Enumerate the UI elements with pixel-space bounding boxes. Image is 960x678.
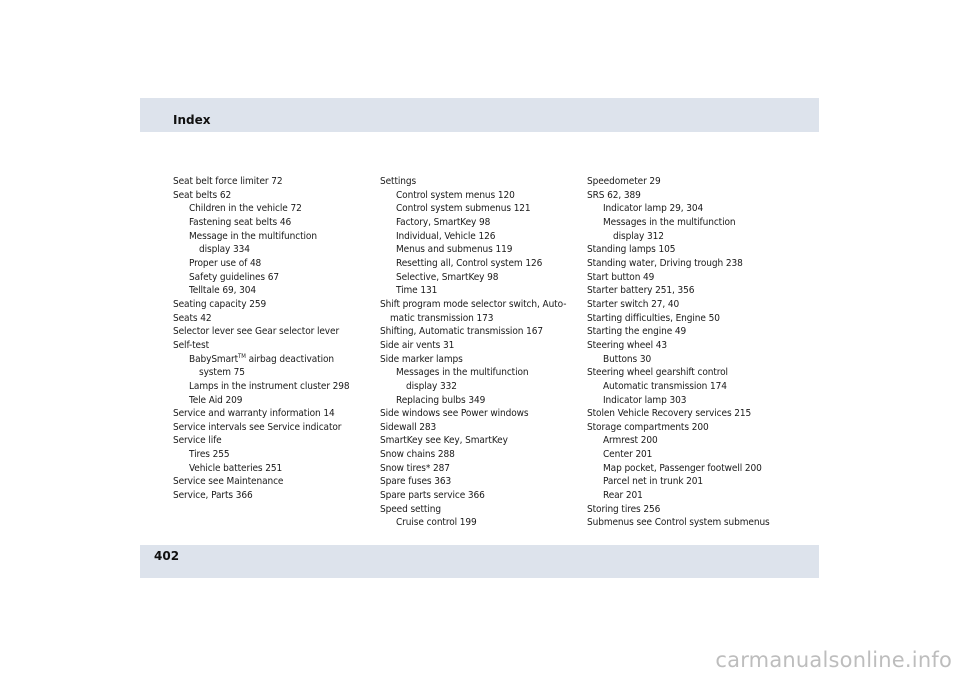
- index-subentry: Tires 255: [189, 449, 230, 461]
- index-subentry: Replacing bulbs 349: [396, 394, 486, 406]
- index-subentry: Children in the vehicle 72: [189, 203, 302, 215]
- index-entry: Service, Parts 366: [173, 490, 253, 502]
- index-subentry: Buttons 30: [603, 353, 652, 365]
- index-entry: SmartKey see Key, SmartKey: [380, 435, 508, 447]
- index-column-2: [380, 175, 585, 530]
- index-subentry: Tele Aid 209: [189, 394, 243, 406]
- index-subentry: Safety guidelines 67: [189, 271, 280, 283]
- index-subentry: Map pocket, Passenger footwell 200: [603, 462, 762, 474]
- index-entry: Service intervals see Service indicator: [173, 421, 342, 433]
- index-column-3: [587, 175, 787, 530]
- index-subentry: Resetting all, Control system 126: [396, 257, 543, 269]
- index-subentry: [173, 230, 378, 257]
- index-entry: Storage compartments 200: [587, 421, 709, 433]
- index-subentry: Time 131: [396, 285, 438, 297]
- babysmart-rest: airbag deactivation: [245, 353, 334, 365]
- index-entry-line: Shift program mode selector switch, Auto-: [380, 298, 567, 310]
- index-subentry: Armrest 200: [603, 435, 658, 447]
- index-entry: Shifting, Automatic transmission 167: [380, 326, 543, 338]
- index-entry: Spare fuses 363: [380, 476, 452, 488]
- index-entry: Seats 42: [173, 312, 212, 324]
- index-subentry: Rear 201: [603, 490, 643, 502]
- index-subentry: Lamps in the instrument cluster 298: [189, 380, 350, 392]
- index-subentry: [380, 366, 585, 393]
- index-subentry: Indicator lamp 303: [603, 394, 687, 406]
- index-subentry-continuation: system 75: [199, 367, 245, 379]
- index-entry: Settings: [380, 176, 417, 187]
- babysmart-text: BabySmart: [189, 353, 239, 365]
- index-subentry-continuation: display 332: [406, 380, 457, 392]
- index-entry: Starting difficulties, Engine 50: [587, 312, 720, 324]
- index-entry: Seat belts 62: [173, 189, 232, 201]
- index-entry: Speedometer 29: [587, 176, 661, 187]
- index-subentry: Fastening seat belts 46: [189, 216, 292, 228]
- watermark: carmanualsonline.info: [715, 648, 952, 672]
- index-entry: Snow chains 288: [380, 449, 455, 461]
- index-entry: Standing lamps 105: [587, 244, 676, 256]
- index-entry: Speed setting: [380, 503, 441, 515]
- index-entry: Stolen Vehicle Recovery services 215: [587, 408, 752, 420]
- index-entry: SRS 62, 389: [587, 189, 641, 201]
- index-subentry: Individual, Vehicle 126: [396, 230, 496, 242]
- index-subentry-line: [189, 353, 378, 367]
- index-entry: Selector lever see Gear selector lever: [173, 326, 340, 338]
- index-subentry: Proper use of 48: [189, 257, 262, 269]
- index-subentry-continuation: display 334: [199, 244, 250, 256]
- index-column-1: [173, 175, 378, 503]
- index-entry: Service life: [173, 435, 222, 447]
- index-entry: [380, 298, 585, 325]
- index-entry: Steering wheel gearshift control: [587, 367, 728, 379]
- index-subentry-line: Messages in the multifunction: [396, 367, 529, 379]
- index-subentry: Control system menus 120: [396, 189, 515, 201]
- index-entry: Snow tires* 287: [380, 462, 450, 474]
- index-entry: Start button 49: [587, 271, 655, 283]
- index-subentry: Indicator lamp 29, 304: [603, 203, 704, 215]
- index-subentry: [587, 216, 787, 243]
- index-subentry-continuation: display 312: [613, 230, 664, 242]
- index-entry: Sidewall 283: [380, 421, 437, 433]
- index-subentry: Center 201: [603, 449, 653, 461]
- index-entry: Standing water, Driving trough 238: [587, 257, 743, 269]
- page-number: 402: [154, 549, 180, 563]
- index-entry: Seating capacity 259: [173, 298, 267, 310]
- index-subentry: Menus and submenus 119: [396, 244, 513, 256]
- index-entry: Seat belt force limiter 72: [173, 176, 283, 187]
- header-band: [140, 98, 819, 132]
- index-subentry: Selective, SmartKey 98: [396, 271, 499, 283]
- index-subentry: Factory, SmartKey 98: [396, 216, 491, 228]
- trademark-sup: TM: [238, 352, 246, 360]
- index-subentry: [173, 353, 378, 380]
- page-title: Index: [173, 113, 211, 127]
- index-entry-continuation: matic transmission 173: [390, 312, 494, 324]
- index-subentry: Vehicle batteries 251: [189, 462, 283, 474]
- index-entry: Side air vents 31: [380, 339, 455, 351]
- index-entry: Self-test: [173, 339, 209, 351]
- index-subentry-line: Messages in the multifunction: [603, 216, 736, 228]
- index-entry: Side windows see Power windows: [380, 408, 529, 420]
- index-entry: Storing tires 256: [587, 503, 661, 515]
- index-entry: Starter battery 251, 356: [587, 285, 695, 297]
- index-subentry: Cruise control 199: [396, 517, 477, 529]
- index-subentry-line: Message in the multifunction: [189, 230, 317, 242]
- index-entry: Steering wheel 43: [587, 339, 668, 351]
- footer-band: [140, 545, 819, 578]
- index-subentry: Automatic transmission 174: [603, 380, 727, 392]
- index-entry: Spare parts service 366: [380, 490, 485, 502]
- index-entry: Service and warranty information 14: [173, 408, 335, 420]
- index-subentry: Telltale 69, 304: [189, 285, 256, 297]
- index-entry: Service see Maintenance: [173, 476, 284, 488]
- index-subentry: Control system submenus 121: [396, 203, 531, 215]
- index-entry: Starter switch 27, 40: [587, 298, 680, 310]
- index-entry: Starting the engine 49: [587, 326, 687, 338]
- index-entry: Submenus see Control system submenus: [587, 517, 770, 529]
- index-entry: Side marker lamps: [380, 353, 463, 365]
- index-subentry: Parcel net in trunk 201: [603, 476, 704, 488]
